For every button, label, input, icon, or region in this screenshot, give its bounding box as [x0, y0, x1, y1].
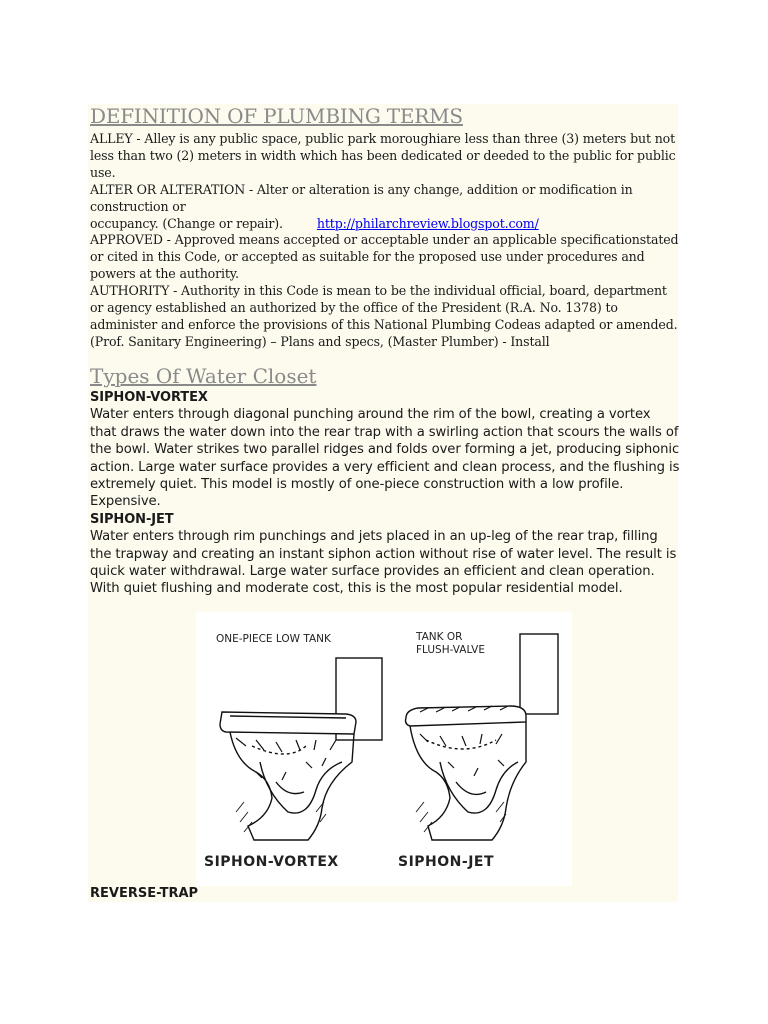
definition-alter: ALTER OR ALTERATION - Alter or alteration is any change, addition or modification in construction or	[90, 181, 633, 214]
definition-alter-cont	[90, 216, 680, 233]
water-closet-figure	[196, 612, 572, 886]
siphon-vortex-heading: SIPHON-VORTEX	[90, 390, 208, 405]
siphon-jet-heading: SIPHON-JET	[90, 511, 174, 527]
page-title: DEFINITION OF PLUMBING TERMS	[90, 104, 463, 128]
figure-caption-right: SIPHON-JET	[398, 854, 495, 870]
figure-caption-left: SIPHON-VORTEX	[204, 854, 339, 870]
figure-label-right-1: TANK OR	[416, 631, 463, 643]
philarchreview-link[interactable]: http://philarchreview.blogspot.com/	[316, 215, 539, 231]
types-block	[90, 389, 680, 598]
siphon-vortex-body: Water enters through diagonal punching around the rim of the bowl, creating a vortex that draws the water down into the rear trap with a swirling action that scours the walls of the bowl. Water strikes two parallel ridges and folds over forming a jet, producing siphonic action. Large water surface provides a very efficient and clean process, and the flushing is extremely quiet. This model is mostly of one-piece construction with a low profile. Expensive.	[90, 407, 680, 510]
water-closet-diagram	[196, 612, 572, 886]
reverse-trap-heading: REVERSE-TRAP	[90, 886, 199, 901]
figure-label-left: ONE-PIECE LOW TANK	[216, 633, 331, 645]
types-heading: Types Of Water Closet	[90, 364, 317, 388]
siphon-vortex-toilet-illustration	[220, 658, 382, 840]
siphon-jet-body: Water enters through rim punchings and jets placed in an up-leg of the rear trap, filling the trapway and creating an instant siphon action without rise of water level. The result is quick water withdrawal. Large water surface provides an efficient and clean operation. With quiet flushing and moderate cost, this is the most popular residential model.	[90, 529, 677, 597]
siphon-jet-toilet-illustration	[406, 634, 559, 840]
definition-alter-line2: occupancy. (Change or repair).	[90, 215, 283, 231]
definition-alley: ALLEY - Alley is any public space, public park moroughiare less than three (3) meters but not less than two (2) meters in width which has been dedicated or deeded to the public for public use.	[90, 131, 676, 180]
definition-authority: AUTHORITY - Authority in this Code is mean to be the individual official, board, department or agency established an authorized by the office of the President (R.A. No. 1378) to administer and enforce the provisions of this National Plumbing Codeas adapted or amended. (Prof. Sanitary Engineering) – Plans and specs, (Master Plumber) - Install	[90, 283, 678, 349]
definition-approved: APPROVED - Approved means accepted or acceptable under an applicable specificationstated or cited in this Code, or accepted as suitable for the proposed use under procedures and powers at the authority.	[90, 232, 679, 282]
figure-label-right-2: FLUSH-VALVE	[416, 644, 485, 656]
definitions-block	[90, 131, 680, 351]
